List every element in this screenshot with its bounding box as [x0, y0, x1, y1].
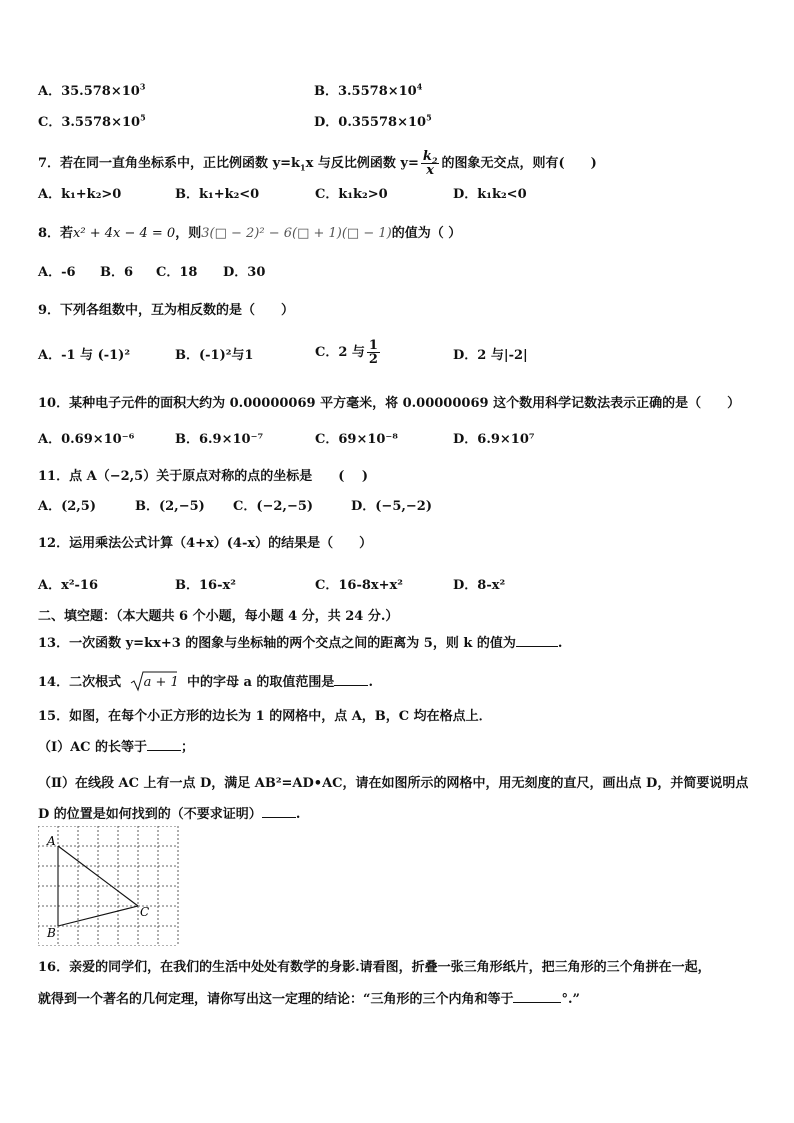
q11-stem: 11．点 A（−2,5）关于原点对称的点的坐标是 ( ): [38, 469, 369, 484]
q15-part2-answer-blank[interactable]: [262, 805, 296, 818]
q10-option-c: C．69×10⁻⁸: [315, 432, 398, 447]
q6-option-d: D．$0.35578\times 10^5$: [314, 112, 432, 130]
q9-options: [38, 338, 764, 375]
point-c-label: C: [140, 905, 150, 919]
q8-option-d: D．30: [223, 265, 266, 280]
q15-stem: 15．如图，在每个小正方形的边长为 1 的网格中，点 A，B，C 均在格点上．: [38, 709, 492, 724]
q10-option-a: A．0.69×10⁻⁶: [38, 432, 135, 447]
q16-line2: 就得到一个著名的几何定理，请你写出这一定理的结论：“三角形的三个内角和等于 °.”: [38, 992, 580, 1007]
q12-option-d: D．8-x²: [453, 578, 506, 593]
q10-option-b: B．6.9×10⁻⁷: [175, 432, 264, 447]
q7-option-d: D．k₁k₂<0: [453, 187, 527, 202]
q14-stem: 14．二次根式 a + 1 中的字母 a 的取值范围是 .: [38, 670, 764, 692]
q8-option-a: A．-6: [38, 265, 76, 280]
q11-option-c: C．(−2,−5): [233, 499, 314, 514]
q9-option-b: B．(-1)²与1: [175, 348, 254, 363]
q7-option-c: C．k₁k₂>0: [315, 187, 388, 202]
q12-option-c: C．16-8x+x²: [315, 578, 403, 593]
q13-answer-blank[interactable]: [516, 634, 558, 647]
q9-option-c: C．2 与 $\frac{1}{2}$: [315, 338, 378, 367]
q8-stem: 8．若x² + 4x − 4 = 0，则3(□ − 2)² − 6(□ + 1)(□ − 1)的值为（ ）: [38, 226, 462, 241]
q15-part1: （Ⅰ）AC 的长等于 ；: [38, 740, 195, 755]
section-fill-in-title: 二、填空题：（本大题共 6 个小题，每小题 4 分，共 24 分.）: [38, 609, 399, 624]
q15-part1-answer-blank[interactable]: [147, 738, 181, 751]
q13-stem: 13．一次函数 y=kx+3 的图象与坐标轴的两个交点之间的距离为 5，则 k 的值为 .: [38, 636, 563, 651]
q15-part2: （Ⅱ）在线段 AC 上有一点 D，满足 AB²=AD•AC，请在如图所示的网格中，用无刻度的直尺，画出点 D，并简要说明点 D 的位置是如何找到的（不要求证明） .: [38, 776, 749, 822]
point-b-label: B: [47, 926, 56, 940]
q6-option-c: C．$3.5578\times 10^5$: [38, 112, 146, 130]
q16-answer-blank[interactable]: [513, 990, 561, 1003]
q12-option-b: B．16-x²: [175, 578, 236, 593]
q12-option-a: A．x²-16: [38, 578, 99, 593]
q14-radical: a + 1: [130, 675, 183, 690]
point-a-label: A: [47, 834, 56, 848]
q7-stem: 7．若在同一直角坐标系中，正比例函数 $y=k_1x$ 与反比例函数 y= $\frac{k_2}{x}$ 的图象无交点，则有( ): [38, 149, 597, 178]
q12-stem: 12．运用乘法公式计算（4+x）(4-x）的结果是（ ）: [38, 536, 373, 551]
q8-option-c: C．18: [156, 265, 198, 280]
q8-equation: x² + 4x − 4 = 0: [73, 226, 176, 241]
q10-option-d: D．6.9×10⁷: [453, 432, 535, 447]
q7-option-b: B．k₁+k₂<0: [175, 187, 260, 202]
q8-expression: 3(□ − 2)² − 6(□ + 1)(□ − 1): [201, 226, 392, 241]
q8-option-b: B．6: [100, 265, 134, 280]
q7-fraction: $\frac{k_2}{x}$: [422, 149, 438, 178]
q9-option-d: D．2 与|-2|: [453, 348, 528, 363]
q9-stem: 9．下列各组数中，互为相反数的是（ ）: [38, 303, 295, 318]
q15-grid-figure: [38, 826, 180, 946]
q6-option-b: B．$3.5578\times 10^4$: [314, 81, 423, 99]
grid-lines: [38, 826, 178, 946]
q6-option-a: A．$35.578\times 10^3$: [38, 81, 146, 99]
q11-option-d: D．(−5,−2): [351, 499, 432, 514]
q10-stem: 10．某种电子元件的面积大约为 0.00000069 平方毫米，将 0.00000069 这个数用科学记数法表示正确的是（ ）: [38, 396, 741, 411]
q16-line1: 16．亲爱的同学们，在我们的生活中处处有数学的身影.请看图，折叠一张三角形纸片，把三角形的三个角拼在一起，: [38, 960, 711, 975]
q9-option-a: A．-1 与 (-1)²: [38, 348, 131, 363]
q11-option-a: A．(2,5): [38, 499, 97, 514]
q14-answer-blank[interactable]: [334, 673, 368, 686]
q7-option-a: A．k₁+k₂>0: [38, 187, 122, 202]
q11-option-b: B．(2,−5): [135, 499, 205, 514]
